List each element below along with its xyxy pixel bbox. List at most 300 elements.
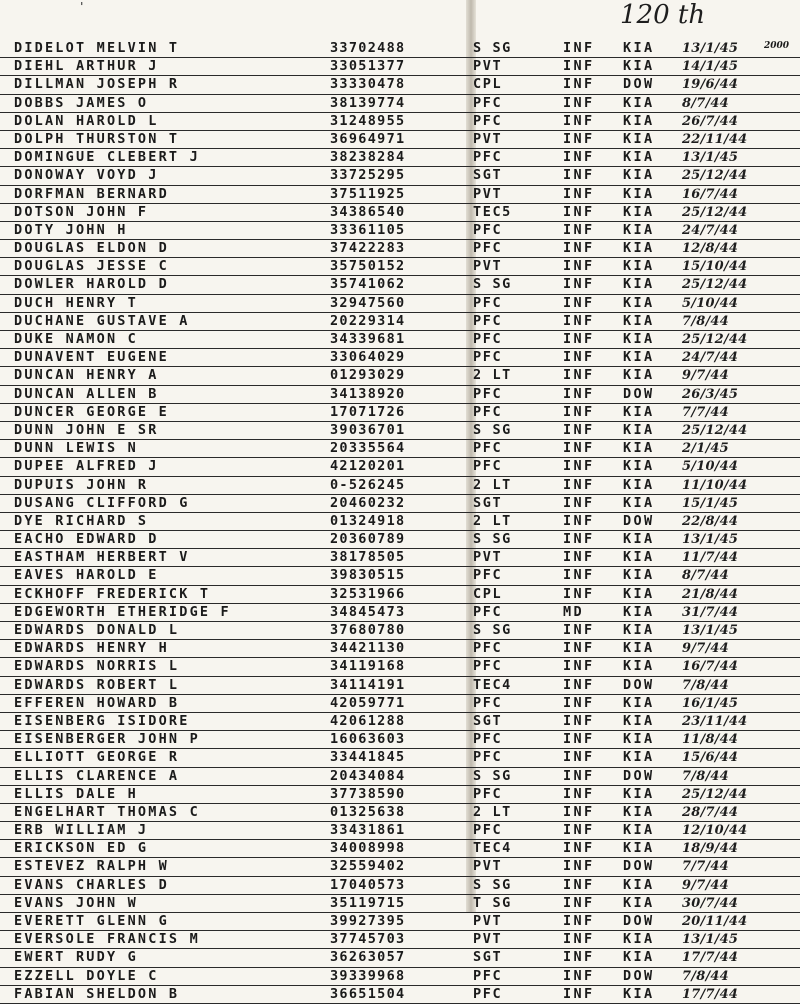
branch: INF [563,385,595,402]
list-item [0,986,800,1004]
serial-number: 34339681 [330,331,406,347]
casualty-date: 28/7/44 [682,804,739,820]
casualty-date: 2/1/45 [682,441,729,457]
list-item [0,40,800,58]
casualty-status: KIA [623,421,655,438]
list-item [0,731,800,749]
list-item [0,622,800,640]
soldier-name: DUCH HENRY T [14,294,138,311]
casualty-status: DOW [623,858,655,875]
list-item [0,895,800,913]
casualty-date: 7/8/44 [682,313,729,329]
rank: CPL [473,585,503,602]
margin-note: 2000 [764,41,790,51]
casualty-status: KIA [623,840,655,857]
casualty-date: 15/10/44 [682,259,748,275]
rank: PVT [473,913,503,929]
list-item [0,949,800,967]
casualty-status: KIA [623,622,655,638]
rank: SGT [473,712,503,729]
branch: INF [563,312,595,329]
soldier-name: EASTHAM HERBERT V [14,549,190,566]
casualty-status: KIA [623,603,655,620]
serial-number: 01325638 [330,803,406,820]
branch: INF [563,76,595,93]
casualty-status: DOW [623,512,655,529]
serial-number: 20229314 [330,312,406,329]
soldier-name: EACHO EDWARD D [14,531,159,548]
serial-number: 33051377 [330,58,406,75]
casualty-status: KIA [623,931,655,948]
rank: PFC [473,403,503,420]
rank: PFC [473,385,503,402]
casualty-date: 7/7/44 [682,859,729,875]
casualty-status: KIA [623,949,655,966]
casualty-date: 18/9/44 [682,841,739,857]
serial-number: 33441845 [330,749,406,766]
list-item [0,531,800,549]
casualty-list [0,40,800,1004]
casualty-date: 7/8/44 [682,677,729,693]
casualty-status: KIA [623,440,655,457]
serial-number: 32947560 [330,294,406,311]
soldier-name: EWERT RUDY G [14,949,138,966]
casualty-date: 16/7/44 [682,659,739,675]
casualty-date: 7/8/44 [682,768,729,784]
soldier-name: ECKHOFF FREDERICK T [14,585,211,602]
list-item [0,677,800,695]
serial-number: 0-526245 [330,476,406,493]
casualty-status: DOW [623,967,655,984]
rank: S SG [473,276,512,293]
serial-number: 32531966 [330,585,406,602]
casualty-status: KIA [623,458,655,475]
serial-number: 34386540 [330,203,406,220]
soldier-name: DUNCAN HENRY A [14,367,159,384]
list-item [0,186,800,204]
casualty-status: KIA [623,294,655,311]
serial-number: 20460232 [330,494,406,511]
casualty-date: 5/10/44 [682,295,739,311]
rank: SGT [473,949,503,966]
branch: INF [563,130,595,147]
rank: PFC [473,458,503,475]
soldier-name: ESTEVEZ RALPH W [14,858,169,875]
branch: INF [563,712,595,729]
list-item [0,858,800,876]
casualty-status: KIA [623,112,655,129]
rank: PFC [473,112,503,129]
serial-number: 33725295 [330,167,406,184]
list-item [0,913,800,931]
serial-number: 34138920 [330,385,406,402]
casualty-date: 7/7/44 [682,404,729,420]
branch: INF [563,803,595,820]
casualty-date: 24/7/44 [682,222,739,238]
list-item [0,76,800,94]
casualty-date: 13/1/45 [682,41,739,56]
serial-number: 33064029 [330,349,406,366]
casualty-date: 22/11/44 [682,131,748,147]
casualty-date: 19/6/44 [682,77,739,93]
casualty-status: KIA [623,403,655,420]
casualty-status: DOW [623,913,655,929]
serial-number: 38238284 [330,149,406,166]
casualty-date: 7/8/44 [682,968,729,984]
casualty-date: 12/10/44 [682,823,748,839]
serial-number: 20360789 [330,531,406,548]
soldier-name: DOLPH THURSTON T [14,130,180,147]
branch: INF [563,112,595,129]
branch: INF [563,258,595,275]
casualty-status: KIA [623,985,655,1002]
serial-number: 34119168 [330,658,406,675]
soldier-name: DUKE NAMON C [14,331,138,347]
serial-number: 37745703 [330,931,406,948]
list-item [0,840,800,858]
rank: S SG [473,876,512,893]
casualty-status: KIA [623,167,655,184]
serial-number: 33330478 [330,76,406,93]
branch: INF [563,676,595,693]
rank: PFC [473,149,503,166]
list-item [0,458,800,476]
soldier-name: EDWARDS ROBERT L [14,676,180,693]
list-item [0,295,800,313]
branch: INF [563,185,595,202]
soldier-name: EDGEWORTH ETHERIDGE F [14,603,231,620]
list-item [0,877,800,895]
rank: PVT [473,549,503,566]
branch: INF [563,440,595,457]
soldier-name: DOUGLAS JESSE C [14,258,169,275]
list-item [0,367,800,385]
branch: MD [563,603,585,620]
casualty-status: KIA [623,312,655,329]
branch: INF [563,512,595,529]
branch: INF [563,349,595,366]
rank: SGT [473,167,503,184]
list-item [0,422,800,440]
casualty-date: 11/10/44 [682,477,748,493]
casualty-status: KIA [623,258,655,275]
casualty-status: KIA [623,894,655,911]
soldier-name: DONOWAY VOYD J [14,167,159,184]
branch: INF [563,221,595,238]
branch: INF [563,822,595,839]
casualty-status: KIA [623,130,655,147]
soldier-name: EFFEREN HOWARD B [14,694,180,711]
branch: INF [563,585,595,602]
list-item [0,276,800,294]
casualty-date: 12/8/44 [682,241,739,257]
casualty-status: KIA [623,203,655,220]
branch: INF [563,876,595,893]
branch: INF [563,658,595,675]
casualty-status: KIA [623,876,655,893]
casualty-status: KIA [623,367,655,384]
branch: INF [563,40,595,56]
branch: INF [563,494,595,511]
soldier-name: DOLAN HAROLD L [14,112,159,129]
rank: PVT [473,185,503,202]
casualty-date: 8/7/44 [682,568,729,584]
casualty-status: KIA [623,731,655,748]
casualty-status: KIA [623,331,655,347]
list-item [0,713,800,731]
soldier-name: EDWARDS HENRY H [14,640,169,657]
list-item [0,113,800,131]
branch: INF [563,203,595,220]
branch: INF [563,458,595,475]
list-item [0,549,800,567]
list-item [0,786,800,804]
list-item [0,477,800,495]
branch: INF [563,421,595,438]
casualty-date: 13/1/45 [682,150,739,166]
rank: PFC [473,440,503,457]
soldier-name: ENGELHART THOMAS C [14,803,200,820]
casualty-date: 25/12/44 [682,332,748,347]
casualty-date: 9/7/44 [682,641,729,657]
serial-number: 39927395 [330,913,406,929]
casualty-date: 9/7/44 [682,877,729,893]
casualty-date: 20/11/44 [682,914,748,929]
casualty-date: 11/8/44 [682,732,739,748]
serial-number: 17071726 [330,403,406,420]
casualty-status: KIA [623,822,655,839]
serial-number: 33361105 [330,221,406,238]
casualty-date: 25/12/44 [682,204,748,220]
casualty-status: KIA [623,494,655,511]
rank: PFC [473,731,503,748]
rank: CPL [473,76,503,93]
serial-number: 35119715 [330,894,406,911]
soldier-name: DOTSON JOHN F [14,203,149,220]
casualty-date: 11/7/44 [682,550,739,566]
serial-number: 36263057 [330,949,406,966]
serial-number: 38139774 [330,94,406,111]
soldier-name: DUCHANE GUSTAVE A [14,312,190,329]
serial-number: 16063603 [330,731,406,748]
rank: PFC [473,640,503,657]
soldier-name: EDWARDS NORRIS L [14,658,180,675]
casualty-date: 17/7/44 [682,986,739,1002]
serial-number: 35750152 [330,258,406,275]
casualty-date: 30/7/44 [682,895,739,911]
casualty-date: 13/1/45 [682,932,739,948]
casualty-date: 15/6/44 [682,750,739,766]
branch: INF [563,749,595,766]
serial-number: 37738590 [330,785,406,802]
branch: INF [563,985,595,1002]
soldier-name: ERB WILLIAM J [14,822,149,839]
casualty-status: KIA [623,185,655,202]
casualty-date: 25/12/44 [682,277,748,293]
branch: INF [563,240,595,257]
soldier-name: EZZELL DOYLE C [14,967,159,984]
soldier-name: ERICKSON ED G [14,840,149,857]
rank: PFC [473,331,503,347]
serial-number: 34845473 [330,603,406,620]
branch: INF [563,767,595,784]
list-item [0,604,800,622]
casualty-status: DOW [623,76,655,93]
rank: PVT [473,58,503,75]
rank: PFC [473,785,503,802]
branch: INF [563,913,595,929]
branch: INF [563,549,595,566]
serial-number: 42061288 [330,712,406,729]
rank: 2 LT [473,512,512,529]
casualty-date: 25/12/44 [682,786,748,802]
list-item [0,822,800,840]
rank: TEC4 [473,840,512,857]
serial-number: 36964971 [330,130,406,147]
rank: PVT [473,258,503,275]
soldier-name: DUSANG CLIFFORD G [14,494,190,511]
soldier-name: EVANS JOHN W [14,894,138,911]
soldier-name: ELLIS DALE H [14,785,138,802]
soldier-name: DUPUIS JOHN R [14,476,149,493]
branch: INF [563,931,595,948]
serial-number: 31248955 [330,112,406,129]
branch: INF [563,622,595,638]
casualty-status: KIA [623,58,655,75]
rank: PVT [473,858,503,875]
soldier-name: DUNCAN ALLEN B [14,385,159,402]
casualty-date: 23/11/44 [682,713,748,729]
casualty-date: 15/1/45 [682,495,739,511]
branch: INF [563,967,595,984]
serial-number: 34008998 [330,840,406,857]
list-item [0,386,800,404]
soldier-name: ELLIS CLARENCE A [14,767,180,784]
branch: INF [563,731,595,748]
serial-number: 34421130 [330,640,406,657]
serial-number: 34114191 [330,676,406,693]
casualty-date: 13/1/45 [682,623,739,638]
casualty-status: KIA [623,658,655,675]
casualty-status: KIA [623,640,655,657]
branch: INF [563,403,595,420]
soldier-name: EVANS CHARLES D [14,876,169,893]
branch: INF [563,858,595,875]
rank: PFC [473,603,503,620]
header-mark: ' [80,0,84,13]
casualty-status: KIA [623,531,655,548]
soldier-name: DILLMAN JOSEPH R [14,76,180,93]
soldier-name: EISENBERG ISIDORE [14,712,190,729]
list-item [0,131,800,149]
casualty-date: 16/7/44 [682,186,739,202]
branch: INF [563,94,595,111]
branch: INF [563,567,595,584]
casualty-status: KIA [623,276,655,293]
branch: INF [563,294,595,311]
rank: PFC [473,749,503,766]
casualty-date: 16/1/45 [682,695,739,711]
list-item [0,349,800,367]
list-item [0,331,800,349]
soldier-name: EISENBERGER JOHN P [14,731,200,748]
rank: T SG [473,894,512,911]
soldier-name: DUNN LEWIS N [14,440,138,457]
casualty-status: DOW [623,385,655,402]
branch: INF [563,694,595,711]
branch: INF [563,149,595,166]
branch: INF [563,367,595,384]
casualty-status: KIA [623,94,655,111]
soldier-name: FABIAN SHELDON B [14,985,180,1002]
soldier-name: DOTY JOHN H [14,221,128,238]
serial-number: 20434084 [330,767,406,784]
list-item [0,931,800,949]
list-item [0,749,800,767]
branch: INF [563,949,595,966]
serial-number: 39339968 [330,967,406,984]
casualty-status: KIA [623,567,655,584]
list-item [0,58,800,76]
rank: 2 LT [473,476,512,493]
rank: S SG [473,767,512,784]
soldier-name: DUPEE ALFRED J [14,458,159,475]
list-item [0,695,800,713]
list-item [0,222,800,240]
casualty-status: KIA [623,712,655,729]
rank: PFC [473,985,503,1002]
casualty-date: 22/8/44 [682,513,739,529]
list-item [0,567,800,585]
list-item [0,167,800,185]
serial-number: 37680780 [330,622,406,638]
casualty-date: 31/7/44 [682,604,739,620]
rank: PFC [473,967,503,984]
list-item [0,204,800,222]
soldier-name: EAVES HAROLD E [14,567,159,584]
casualty-status: DOW [623,676,655,693]
soldier-name: DOMINGUE CLEBERT J [14,149,200,166]
rank: TEC5 [473,203,512,220]
rank: PVT [473,130,503,147]
casualty-date: 17/7/44 [682,950,739,966]
serial-number: 37511925 [330,185,406,202]
branch: INF [563,785,595,802]
serial-number: 42059771 [330,694,406,711]
casualty-date: 14/1/45 [682,59,739,75]
list-item [0,313,800,331]
casualty-status: DOW [623,767,655,784]
list-item [0,513,800,531]
serial-number: 37422283 [330,240,406,257]
rank: PFC [473,349,503,366]
rank: TEC4 [473,676,512,693]
list-item [0,495,800,513]
rank: S SG [473,421,512,438]
soldier-name: DUNCER GEORGE E [14,403,169,420]
casualty-date: 26/3/45 [682,386,739,402]
casualty-date: 25/12/44 [682,168,748,184]
casualty-status: KIA [623,585,655,602]
casualty-status: KIA [623,785,655,802]
soldier-name: EVERSOLE FRANCIS M [14,931,200,948]
casualty-status: KIA [623,476,655,493]
serial-number: 17040573 [330,876,406,893]
serial-number: 39830515 [330,567,406,584]
soldier-name: DUNN JOHN E SR [14,421,159,438]
soldier-name: DOBBS JAMES O [14,94,149,111]
list-item [0,404,800,422]
